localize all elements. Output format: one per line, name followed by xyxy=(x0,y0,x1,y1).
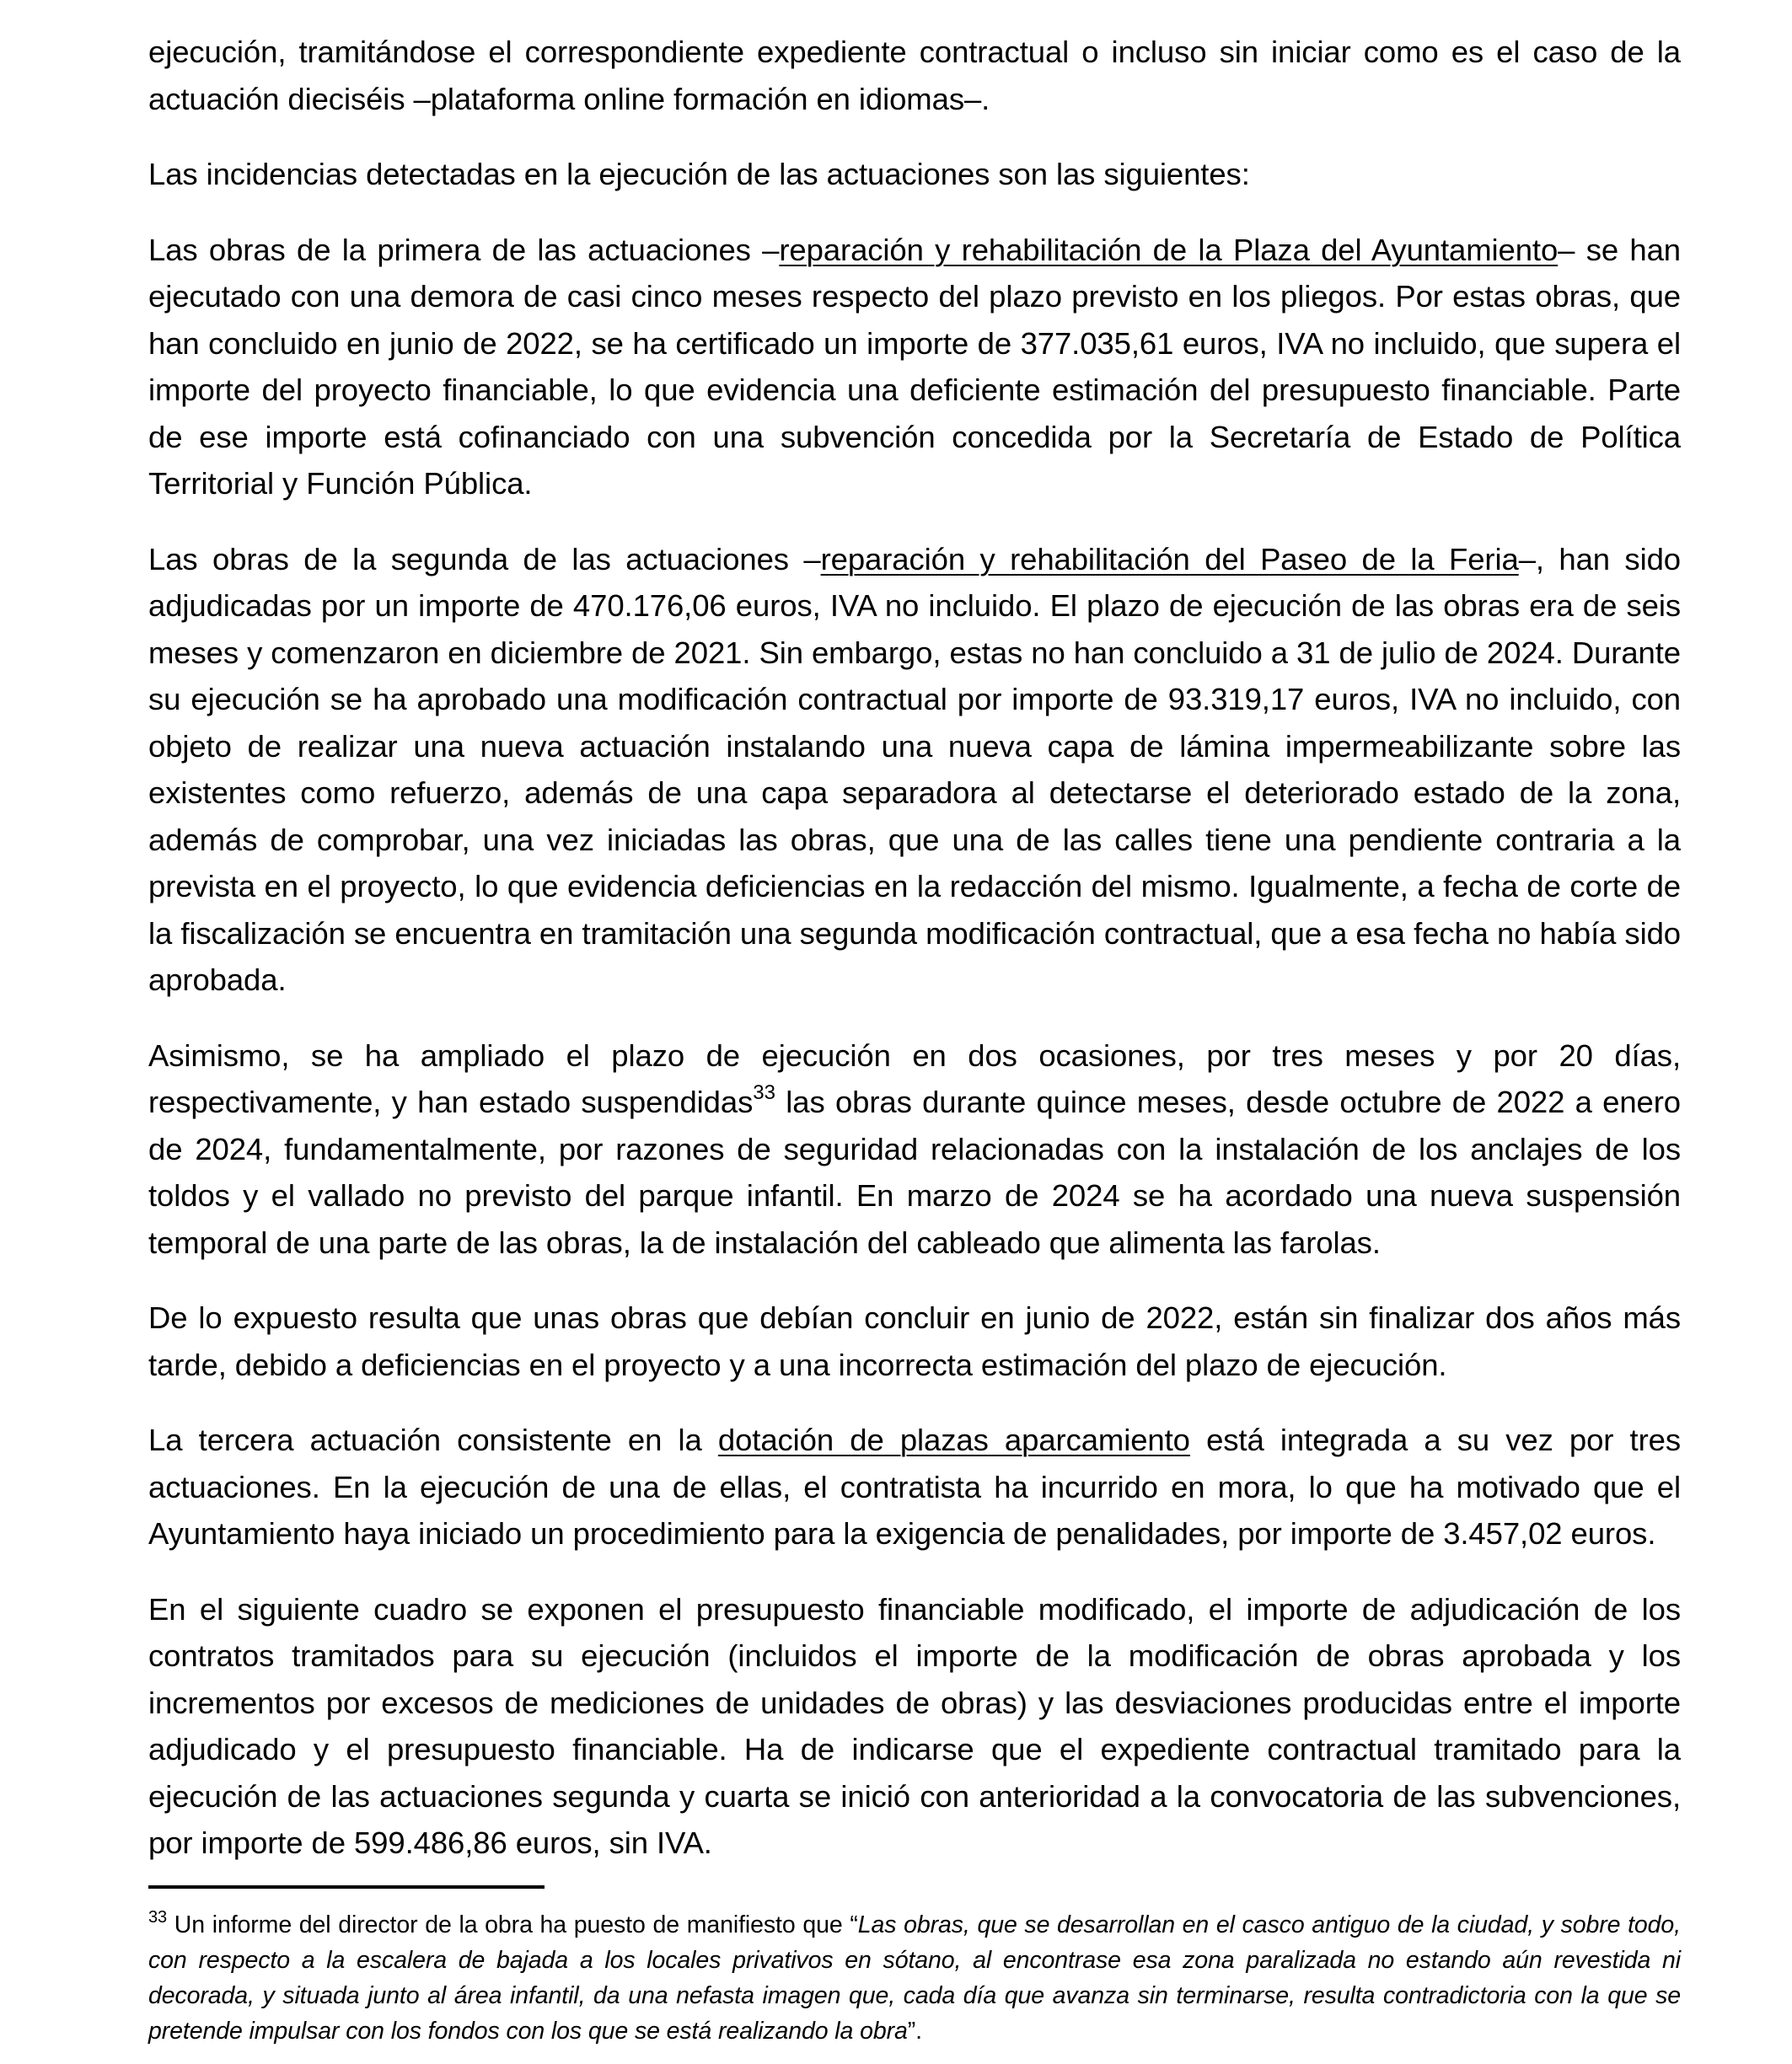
text-run: está integrada a su vez por tres actuaciones. En la ejecución de una de ellas, el contratista ha incurrido en mora, lo que ha motivado que el Ayuntamiento haya iniciado un procedimiento para la exigencia de penalidades, por importe de 3.457,02 euros. xyxy=(148,1423,1681,1551)
text-run: De lo expuesto resulta que unas obras que debían concluir en junio de 2022, están sin finalizar dos años más tarde, debido a deficiencias en el proyecto y a una incorrecta estimación del plazo de ejecución. xyxy=(148,1300,1681,1382)
footnote-quoted-text: Las obras, que se desarrollan en el casco antiguo de la ciudad, y sobre todo, con respecto a la escalera de bajada a los locales privativos en sótano, al encontrase esa zona paralizada no estando aún revestida ni decorada, y situada junto al área infantil, da una nefasta imagen que, cada día que avanza sin terminarse, resulta contradictoria con la que se pretende impulsar con los fondos con los que se está realizando la obra xyxy=(148,1911,1682,2045)
text-run: las obras durante quince meses, desde octubre de 2022 a enero de 2024, fundamentalmente, por razones de seguridad relacionadas con la instalación de los anclajes de los toldos y el vallado no previsto del parque infantil. En marzo de 2024 se ha acordado una nueva suspensión temporal de una parte de las obras, la de instalación del cableado que alimenta las farolas. xyxy=(148,1085,1681,1260)
quote-close: ” xyxy=(907,2018,916,2045)
quote-open: “ xyxy=(850,1911,858,1938)
paragraph-incidencias-intro xyxy=(148,151,1681,198)
footnote-area xyxy=(148,1885,1681,2049)
paragraph-cuadro-intro xyxy=(148,1586,1681,1867)
text-run: Las obras de la primera de las actuaciones – xyxy=(148,232,780,267)
text-run: Asimismo, se ha ampliado el plazo de ejecución en dos ocasiones, por tres meses y por 20 días, respectivamente, y han estado suspendidas xyxy=(148,1037,1681,1119)
text-run: – se han ejecutado con una demora de casi cinco meses respecto del plazo previsto en los pliegos. Por estas obras, que han concluido en junio de 2022, se ha certificado un importe de 377.035,61 euros, IVA no incluido, que supera el importe del proyecto financiable, lo que evidencia una deficiente estimación del presupuesto financiable. Parte de ese importe está cofinanciado con una subvención concedida por la Secretaría de Estado de Política Territorial y Función Pública. xyxy=(148,232,1681,501)
text-run: Las obras de la segunda de las actuaciones – xyxy=(148,541,821,576)
footnote-separator-rule xyxy=(148,1885,545,1889)
paragraph-primera-actuacion xyxy=(148,227,1681,507)
text-run: –, han sido adjudicadas por un importe de 470.176,06 euros, IVA no incluido. El plazo de ejecución de las obras era de seis meses y comenzaron en diciembre de 2021. Sin embargo, estas no han concluido a 31 de julio de 2024. Durante su ejecución se ha aprobado una modificación contractual por importe de 93.319,17 euros, IVA no incluido, con objeto de realizar una nueva actuación instalando una nueva capa de lámina impermeabilizante sobre las existentes como refuerzo, además de una capa separadora al detectarse el deteriorado estado de la zona, además de comprobar, una vez iniciadas las obras, que una de las calles tiene una pendiente contraria a la prevista en el proyecto, lo que evidencia deficiencias en la redacción del mismo. Igualmente, a fecha de corte de la fiscalización se encuentra en tramitación una segunda modificación contractual, que a esa fecha no había sido aprobada. xyxy=(148,541,1681,997)
underlined-actuacion-tercera: dotación de plazas aparcamiento xyxy=(717,1423,1190,1457)
paragraph-segunda-actuacion xyxy=(148,536,1681,1004)
paragraph-tercera-actuacion xyxy=(148,1417,1681,1557)
footnote-33 xyxy=(148,1907,1681,2049)
underlined-actuacion-primera: reparación y rehabilitación de la Plaza del Ayuntamiento xyxy=(779,232,1559,267)
document-body xyxy=(148,29,1681,1867)
text-run: La tercera actuación consistente en la xyxy=(148,1423,718,1457)
footnote-lead-text: Un informe del director de la obra ha puesto de manifiesto que xyxy=(167,1911,850,1938)
paragraph-conclusion-obras xyxy=(148,1295,1681,1388)
paragraph-ampliacion-plazo xyxy=(148,1032,1681,1267)
footnote-trailing-text: . xyxy=(915,2018,922,2045)
text-run: Las incidencias detectadas en la ejecución de las actuaciones son las siguientes: xyxy=(148,157,1250,191)
underlined-actuacion-segunda: reparación y rehabilitación del Paseo de la Feria xyxy=(820,541,1519,576)
text-run: En el siguiente cuadro se exponen el presupuesto financiable modificado, el importe de adjudicación de los contratos tramitados para su ejecución (incluidos el importe de la modificación de obras aprobada y los incrementos por excesos de mediciones de unidades de obras) y las desviaciones producidas entre el importe adjudicado y el presupuesto financiable. Ha de indicarse que el expediente contractual tramitado para la ejecución de las actuaciones segunda y cuarta se inició con anterioridad a la convocatoria de las subvenciones, por importe de 599.486,86 euros, sin IVA. xyxy=(148,1591,1681,1860)
paragraph-continuacion xyxy=(148,29,1681,122)
footnote-number: 33 xyxy=(148,1908,168,1927)
text-run: ejecución, tramitándose el correspondiente expediente contractual o incluso sin iniciar como es el caso de la actuación dieciséis –plataforma online formación en idiomas–. xyxy=(148,35,1681,116)
footnote-reference-33[interactable]: 33 xyxy=(753,1081,775,1104)
